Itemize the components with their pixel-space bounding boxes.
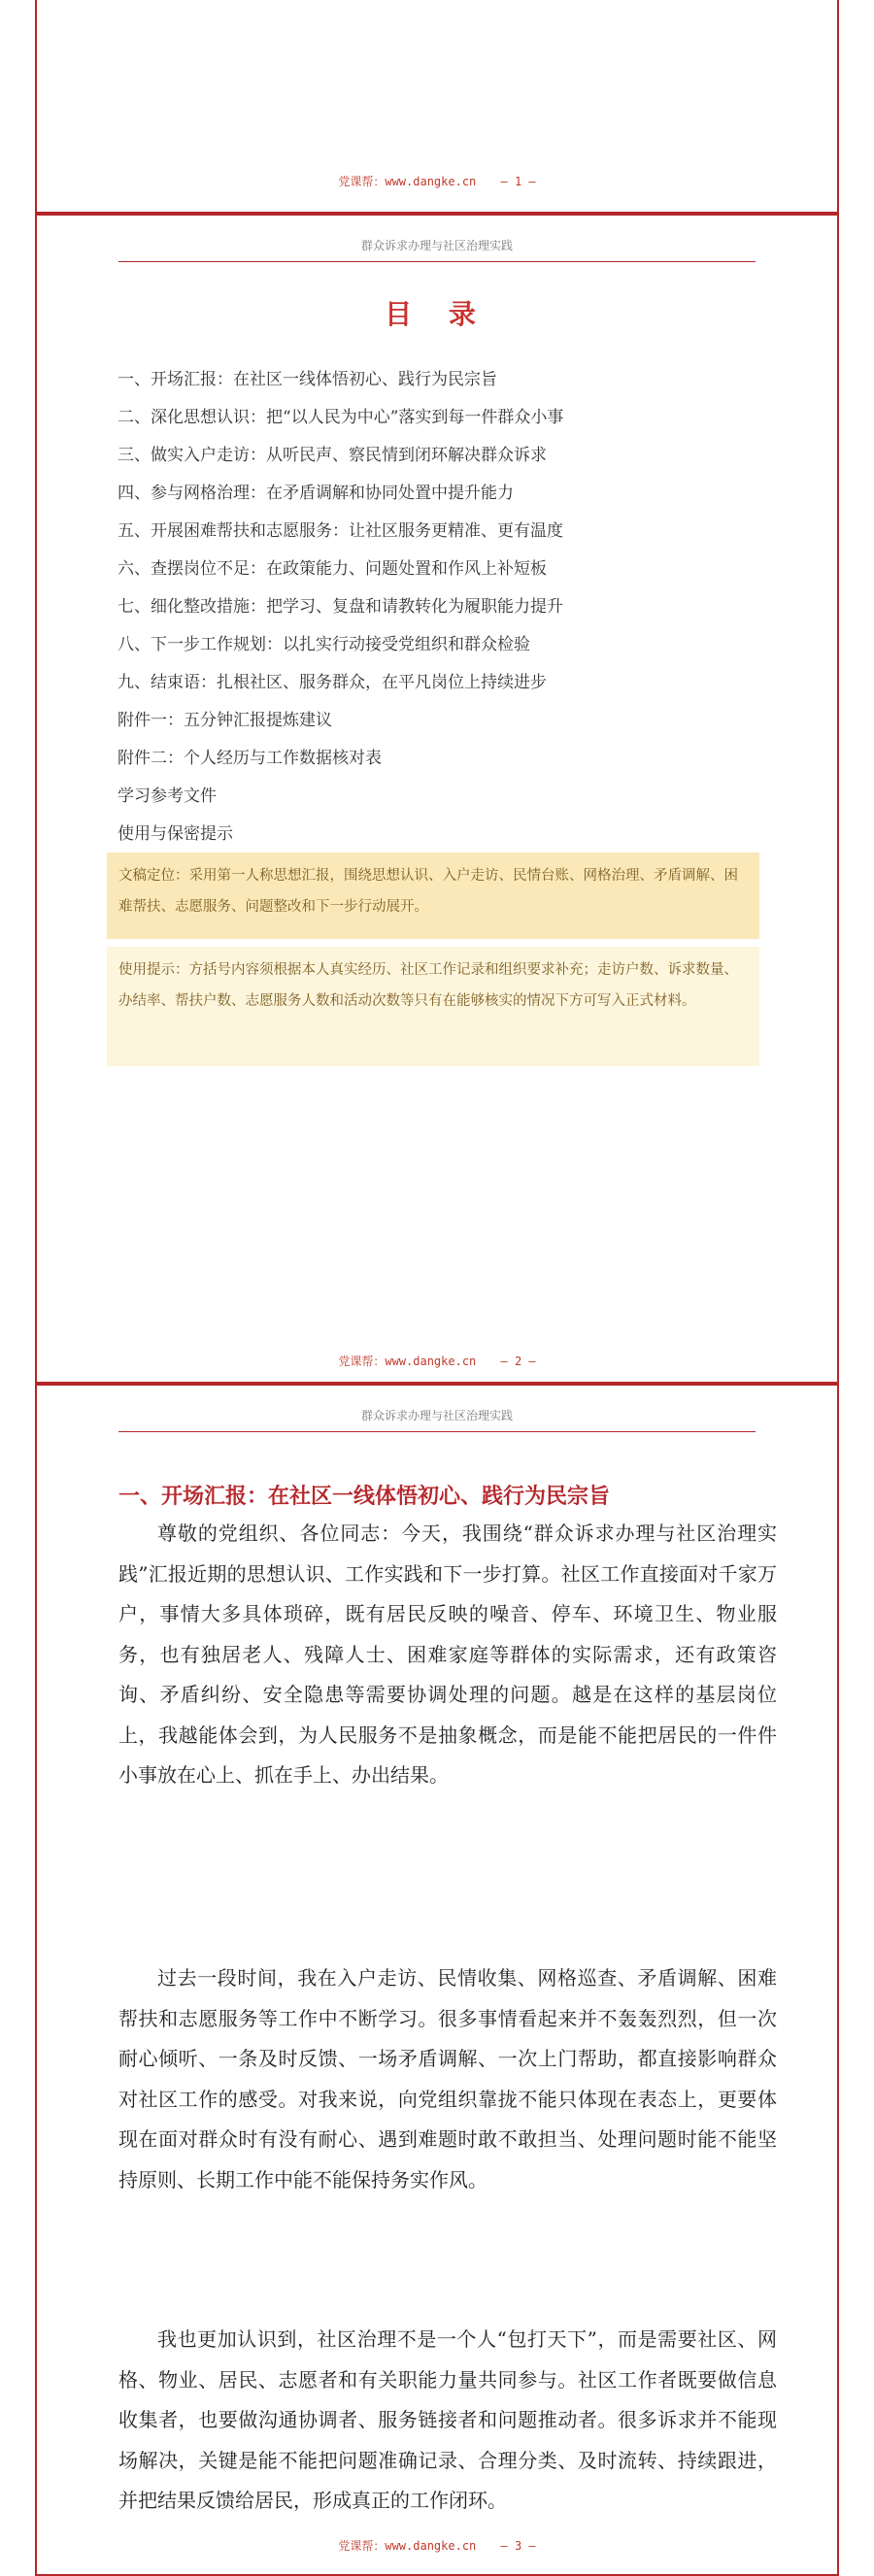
- footer-url: 党课帮：www.dangke.cn: [338, 1355, 477, 1368]
- page-footer: [37, 173, 837, 189]
- toc-item[interactable]: 三、做实入户走访：从听民声、察民情到闭环解决群众诉求: [118, 446, 547, 465]
- page-number: — 1 —: [500, 175, 536, 188]
- footer-url: 党课帮：www.dangke.cn: [338, 2539, 477, 2553]
- page-1: [35, 0, 839, 214]
- body-paragraph: 尊敬的党组织、各位同志：今天，我围绕“群众诉求办理与社区治理实践”汇报近期的思想认识、工作实践和下一步打算。社区工作直接面对千家万户，事情大多具体琐碎，既有居民反映的噪音、停车、环境卫生、物业服务，也有独居老人、残障人士、困难家庭等群体的实际需求，还有政策咨询、矛盾纠纷、安全隐患等需要协调处理的问题。越是在这样的基层岗位上，我越能体会到，为人民服务不是抽象概念，而是能不能把居民的一件件小事放在心上、抓在手上、办出结果。: [118, 1522, 777, 1787]
- toc-item[interactable]: 六、查摆岗位不足：在政策能力、问题处置和作风上补短板: [118, 559, 547, 579]
- page-2: [35, 214, 839, 1384]
- page-3: [35, 1384, 839, 2576]
- document-positioning-note: 文稿定位：采用第一人称思想汇报，围绕思想认识、入户走访、民情台账、网格治理、矛盾调解、困难帮扶、志愿服务、问题整改和下一步行动展开。: [107, 853, 759, 939]
- toc-item[interactable]: 四、参与网格治理：在矛盾调解和协同处置中提升能力: [118, 484, 514, 503]
- footer-url: 党课帮：www.dangke.cn: [338, 175, 477, 188]
- page-number: — 2 —: [500, 1355, 536, 1368]
- toc-list: [118, 361, 563, 853]
- toc-title: 目 录: [385, 298, 489, 330]
- header-divider: [118, 1431, 756, 1432]
- page-header: 群众诉求办理与社区治理实践: [360, 239, 513, 252]
- toc-item[interactable]: 八、下一步工作规划：以扎实行动接受党组织和群众检验: [118, 635, 530, 654]
- toc-item[interactable]: 使用与保密提示: [118, 824, 233, 844]
- toc-item[interactable]: 九、结束语：扎根社区、服务群众，在平凡岗位上持续进步: [118, 673, 547, 692]
- toc-item[interactable]: 学习参考文件: [118, 786, 217, 806]
- toc-item[interactable]: 二、深化思想认识：把“以人民为中心”落实到每一件群众小事: [118, 408, 564, 427]
- toc-item[interactable]: 五、开展困难帮扶和志愿服务：让社区服务更精准、更有温度: [118, 521, 563, 541]
- page-footer: [37, 1353, 837, 1369]
- section-heading: 一、开场汇报：在社区一线体悟初心、践行为民宗旨: [118, 1485, 611, 1509]
- usage-tip-note: 使用提示：方括号内容须根据本人真实经历、社区工作记录和组织要求补充；走访户数、诉求数量、办结率、帮扶户数、志愿服务人数和活动次数等只有在能够核实的情况下方可写入正式材料。: [107, 947, 759, 1066]
- toc-item[interactable]: 附件一：五分钟汇报提炼建议: [118, 711, 332, 730]
- toc-item[interactable]: 一、开场汇报：在社区一线体悟初心、践行为民宗旨: [118, 370, 497, 389]
- page-number: — 3 —: [500, 2539, 536, 2553]
- page-footer: [37, 2537, 837, 2554]
- header-divider: [118, 261, 756, 262]
- page-header: 群众诉求办理与社区治理实践: [360, 1409, 513, 1422]
- body-paragraph: 我也更加认识到，社区治理不是一个人“包打天下”，而是需要社区、网格、物业、居民、志愿者和有关职能力量共同参与。社区工作者既要做信息收集者，也要做沟通协调者、服务链接者和问题推动者。很多诉求并不能现场解决，关键是能不能把问题准确记录、合理分类、及时流转、持续跟进，并把结果反馈给居民，形成真正的工作闭环。: [118, 2327, 777, 2512]
- toc-item[interactable]: 附件二：个人经历与工作数据核对表: [118, 749, 382, 768]
- toc-item[interactable]: 七、细化整改措施：把学习、复盘和请教转化为履职能力提升: [118, 597, 563, 617]
- body-paragraph: 过去一段时间，我在入户走访、民情收集、网格巡查、矛盾调解、困难帮扶和志愿服务等工作中不断学习。很多事情看起来并不轰轰烈烈，但一次耐心倾听、一条及时反馈、一场矛盾调解、一次上门帮助，都直接影响群众对社区工作的感受。对我来说，向党组织靠拢不能只体现在表态上，更要体现在面对群众时有没有耐心、遇到难题时敢不敢担当、处理问题时能不能坚持原则、长期工作中能不能保持务实作风。: [118, 1966, 777, 2191]
